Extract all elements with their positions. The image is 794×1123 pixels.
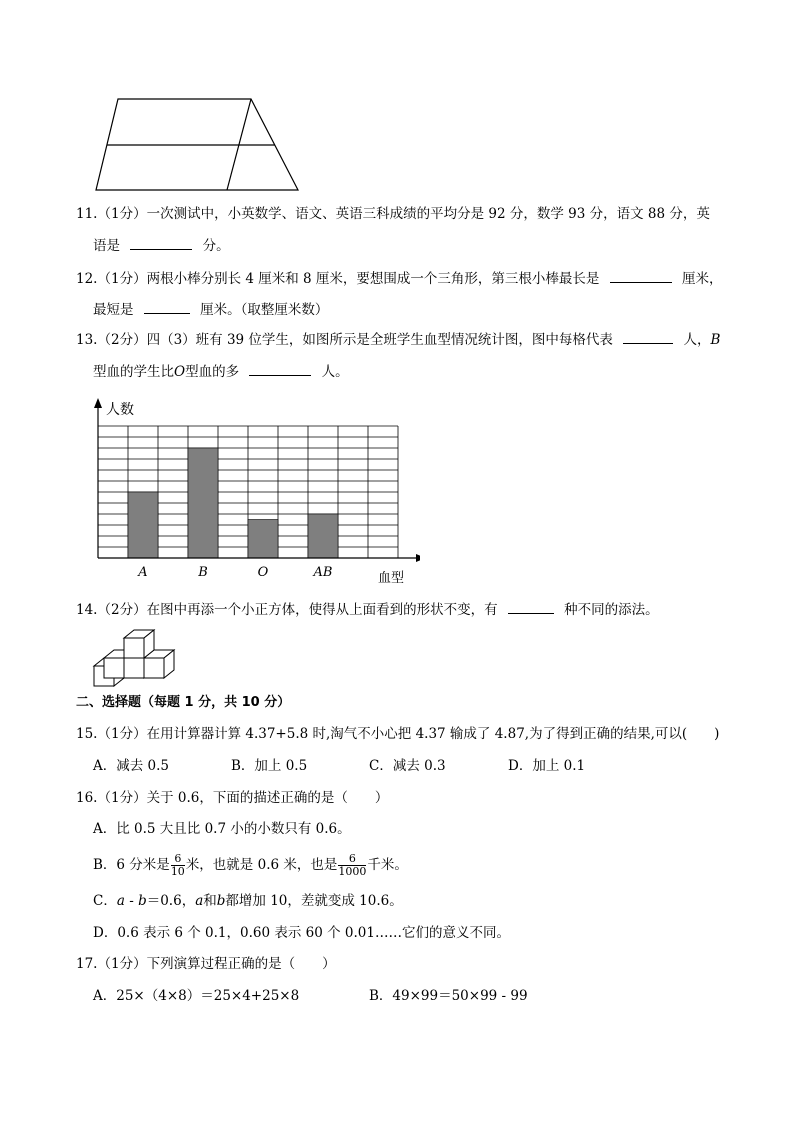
answer-blank[interactable] <box>610 268 672 283</box>
x-axis-arrow <box>416 554 420 562</box>
answer-blank[interactable] <box>249 361 311 376</box>
y-axis-label: 人数 <box>106 402 134 418</box>
question-12-line2: 最短是 厘米。（取整厘米数） <box>93 299 328 320</box>
question-score: （1分） <box>97 956 147 972</box>
question-14: 14.（2分）在图中再添一个小正方体，使得从上面看到的形状不变，有 种不同的添法。 <box>76 599 659 620</box>
question-text: 下列演算过程正确的是（ ） <box>146 956 336 972</box>
question-text: 关于 0.6，下面的描述正确的是（ ） <box>146 790 389 806</box>
question-13-line2: 型血的学生比O型血的多 人。 <box>93 361 349 382</box>
cubes-figure <box>90 626 176 688</box>
answer-blank[interactable] <box>623 329 673 344</box>
question-11 <box>76 204 710 224</box>
answer-blank[interactable] <box>508 599 554 614</box>
question-number: 17. <box>76 956 98 972</box>
section-title: 二、选择题（每题 1 分，共 10 分） <box>76 695 291 710</box>
trapezoid-figure <box>90 94 305 194</box>
question-score: （1分） <box>97 206 147 222</box>
cube <box>124 630 154 658</box>
option-b[interactable]: B．加上 0.5 <box>231 758 308 774</box>
question-text: 两根小棒分别长 4 厘米和 8 厘米，要想围成一个三角形，第三根小棒最长是 <box>146 271 600 287</box>
option-b[interactable]: B．49×99＝50×99 - 99 <box>369 988 528 1004</box>
question-number: 13. <box>76 332 98 348</box>
fraction: $\frac{6}{1000}$ <box>338 852 367 878</box>
question-score: （1分） <box>97 726 147 742</box>
question-text: 一次测试中，小英数学、语文、英语三科成绩的平均分是 92 分，数学 93 分，语文 88 分，英 <box>146 206 710 222</box>
bar-ab <box>308 514 338 558</box>
question-13: 13.（2分）四（3）班有 39 位学生，如图所示是全班学生血型情况统计图，图中每格代表 人，B <box>76 329 720 350</box>
answer-blank[interactable] <box>144 299 190 314</box>
question-17 <box>76 954 336 974</box>
option-a[interactable]: A．比 0.5 大且比 0.7 小的小数只有 0.6。 <box>93 821 351 837</box>
question-text: 四（3）班有 39 位学生，如图所示是全班学生血型情况统计图，图中每格代表 <box>146 332 613 348</box>
question-score: （2分） <box>97 602 147 618</box>
option-a[interactable]: A．减去 0.5 <box>93 758 170 774</box>
option-b[interactable]: B．6 分米是 $\frac{6}{10}$ 米，也就是 0.6 米，也是 $\frac{6}{1000}$ 千米。 <box>93 852 408 878</box>
fraction: $\frac{6}{10}$ <box>170 852 185 878</box>
x-tick-label: B <box>198 565 208 580</box>
bar-o <box>248 520 278 559</box>
x-axis-label: 血型 <box>378 571 405 586</box>
bar-b <box>188 448 218 558</box>
answer-blank[interactable] <box>130 235 192 250</box>
bar-a <box>128 492 158 558</box>
blood-type-bar-chart <box>80 392 420 592</box>
x-tick-label: AB <box>313 565 333 580</box>
option-c[interactable]: C．a - b＝0.6，a和b都增加 10，差就变成 10.6。 <box>93 893 403 909</box>
option-a[interactable]: A．25×（4×8）＝25×4+25×8 <box>93 988 300 1004</box>
question-text: 在用计算器计算 4.37+5.8 时,淘气不小心把 4.37 输成了 4.87,为了得到正确的结果,可以( ) <box>146 726 720 742</box>
y-axis-arrow <box>94 398 102 408</box>
option-d[interactable]: D．0.6 表示 6 个 0.1，0.60 表示 60 个 0.01……它们的意义不同。 <box>93 925 510 941</box>
question-16 <box>76 788 388 808</box>
option-d[interactable]: D．加上 0.1 <box>508 758 586 774</box>
question-number: 11. <box>76 206 98 222</box>
question-15 <box>76 724 719 744</box>
x-tick-label: A <box>138 565 148 580</box>
question-number: 14. <box>76 602 98 618</box>
question-11-line2: 语是 分。 <box>93 235 230 256</box>
question-number: 15. <box>76 726 98 742</box>
question-12: 12.（1分）两根小棒分别长 4 厘米和 8 厘米，要想围成一个三角形，第三根小棒最长是 厘米， <box>76 268 723 289</box>
option-c[interactable]: C．减去 0.3 <box>369 758 446 774</box>
question-number: 12. <box>76 271 98 287</box>
question-score: （1分） <box>97 790 147 806</box>
question-score: （2分） <box>97 332 147 348</box>
x-tick-label: O <box>257 565 269 580</box>
question-number: 16. <box>76 790 98 806</box>
question-text: 在图中再添一个小正方体，使得从上面看到的形状不变，有 <box>146 602 498 618</box>
question-score: （1分） <box>97 271 147 287</box>
